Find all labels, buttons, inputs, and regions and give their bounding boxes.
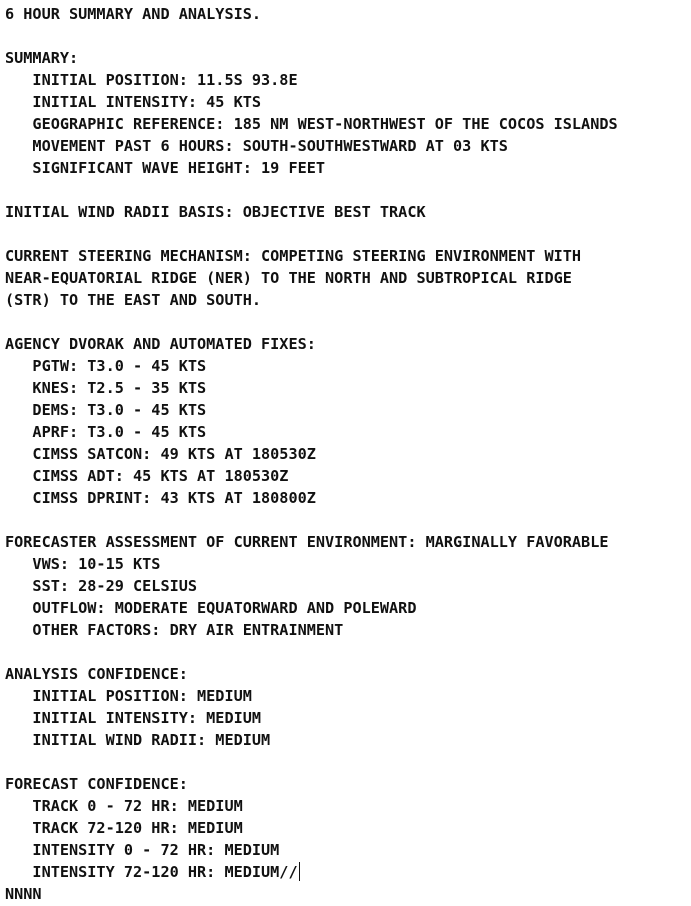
text-line: SST: 28-29 CELSIUS (5, 577, 198, 595)
text-line: APRF: T3.0 - 45 KTS (5, 423, 207, 441)
text-line: CIMSS DPRINT: 43 KTS AT 180800Z (5, 489, 316, 507)
text-line: TRACK 0 - 72 HR: MEDIUM (5, 797, 243, 815)
text-line: INTENSITY 0 - 72 HR: MEDIUM (5, 841, 280, 859)
text-line: INITIAL WIND RADII: MEDIUM (5, 731, 271, 749)
text-line: SUMMARY: (5, 49, 79, 67)
bulletin-text (5, 3, 618, 905)
text-line: ANALYSIS CONFIDENCE: (5, 665, 188, 683)
text-line-with-cursor[interactable] (5, 861, 618, 883)
text-line: INITIAL INTENSITY: MEDIUM (5, 709, 262, 727)
text-line: FORECASTER ASSESSMENT OF CURRENT ENVIRONMENT: MARGINALLY FAVORABLE (5, 533, 609, 551)
text-cursor (299, 862, 300, 881)
text-line: SIGNIFICANT WAVE HEIGHT: 19 FEET (5, 159, 326, 177)
text-line: OTHER FACTORS: DRY AIR ENTRAINMENT (5, 621, 344, 639)
text-line: INITIAL POSITION: 11.5S 93.8E (5, 71, 298, 89)
text-line (5, 509, 618, 531)
text-line (5, 311, 618, 333)
text-line: INITIAL WIND RADII BASIS: OBJECTIVE BEST TRACK (5, 203, 426, 221)
text-line: NEAR-EQUATORIAL RIDGE (NER) TO THE NORTH AND SUBTROPICAL RIDGE (5, 269, 572, 287)
text-line: INITIAL POSITION: MEDIUM (5, 687, 252, 705)
text-line: (STR) TO THE EAST AND SOUTH. (5, 291, 262, 309)
text-line: VWS: 10-15 KTS (5, 555, 161, 573)
text-line: AGENCY DVORAK AND AUTOMATED FIXES: (5, 335, 316, 353)
text-line: TRACK 72-120 HR: MEDIUM (5, 819, 243, 837)
text-line: NNNN (5, 885, 42, 903)
text-line (5, 179, 618, 201)
text-line: KNES: T2.5 - 35 KTS (5, 379, 207, 397)
text-line: MOVEMENT PAST 6 HOURS: SOUTH-SOUTHWESTWARD AT 03 KTS (5, 137, 508, 155)
text-line: 6 HOUR SUMMARY AND ANALYSIS. (5, 5, 262, 23)
text-line (5, 751, 618, 773)
text-line: INITIAL INTENSITY: 45 KTS (5, 93, 262, 111)
text-line: INTENSITY 72-120 HR: MEDIUM// (5, 863, 298, 881)
text-line: CIMSS ADT: 45 KTS AT 180530Z (5, 467, 289, 485)
text-line: CURRENT STEERING MECHANISM: COMPETING STEERING ENVIRONMENT WITH (5, 247, 582, 265)
text-line: FORECAST CONFIDENCE: (5, 775, 188, 793)
text-line: OUTFLOW: MODERATE EQUATORWARD AND POLEWARD (5, 599, 417, 617)
text-line (5, 223, 618, 245)
text-line: GEOGRAPHIC REFERENCE: 185 NM WEST-NORTHWEST OF THE COCOS ISLANDS (5, 115, 618, 133)
text-line (5, 641, 618, 663)
text-line: CIMSS SATCON: 49 KTS AT 180530Z (5, 445, 316, 463)
text-line: DEMS: T3.0 - 45 KTS (5, 401, 207, 419)
text-line (5, 25, 618, 47)
text-line: PGTW: T3.0 - 45 KTS (5, 357, 207, 375)
